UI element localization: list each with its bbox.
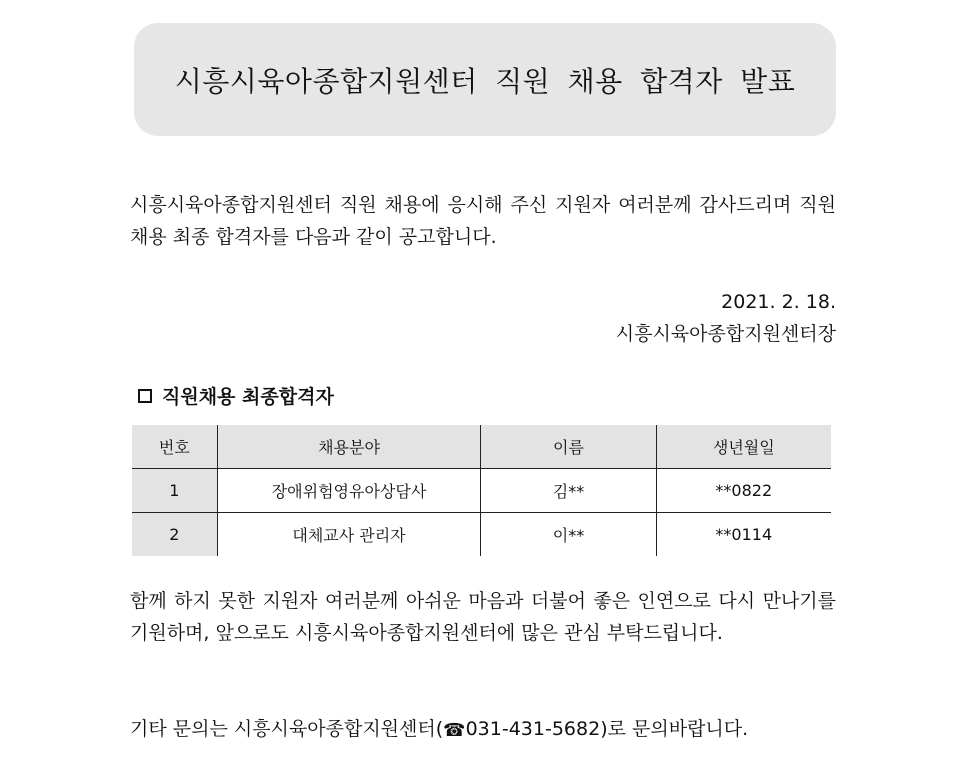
section-heading xyxy=(138,382,334,409)
table-row xyxy=(132,469,831,513)
intro-paragraph: 시흥시육아종합지원센터 직원 채용에 응시해 주신 지원자 여러분께 감사드리며 직원 채용 최종 합격자를 다음과 같이 공고합니다. xyxy=(130,194,836,248)
phone-icon: ☎ xyxy=(443,720,466,741)
cell-field: 대체교사 관리자 xyxy=(217,513,481,557)
contact-suffix: )로 문의바랍니다. xyxy=(600,718,749,740)
contact-phone: 031-431-5682 xyxy=(465,718,601,740)
header-birthdate: 생년월일 xyxy=(656,425,831,469)
title-banner xyxy=(134,23,836,136)
cell-number: 1 xyxy=(132,469,217,513)
issuer: 시흥시육아종합지원센터장 xyxy=(615,323,836,345)
checkbox-square-icon xyxy=(138,389,152,403)
header-number: 번호 xyxy=(132,425,217,469)
cell-birthdate: **0114 xyxy=(656,513,831,557)
page-title: 시흥시육아종합지원센터 직원 채용 합격자 발표 xyxy=(174,64,796,98)
section-title: 직원채용 최종합격자 xyxy=(162,386,334,408)
cell-name: 김** xyxy=(481,469,656,513)
cell-field: 장애위험영유아상담사 xyxy=(217,469,481,513)
header-name: 이름 xyxy=(481,425,656,469)
results-table xyxy=(132,425,831,556)
cell-number: 2 xyxy=(132,513,217,557)
issue-info xyxy=(616,286,836,350)
cell-name: 이** xyxy=(481,513,656,557)
issue-date: 2021. 2. 18. xyxy=(721,291,836,313)
closing-paragraph: 함께 하지 못한 지원자 여러분께 아쉬운 마음과 더불어 좋은 인연으로 다시 만나기를 기원하며, 앞으로도 시흥시육아종합지원센터에 많은 관심 부탁드립니다. xyxy=(130,590,836,644)
contact-line xyxy=(130,713,836,747)
cell-birthdate: **0822 xyxy=(656,469,831,513)
contact-prefix: 기타 문의는 시흥시육아종합지원센터( xyxy=(130,718,444,740)
header-field: 채용분야 xyxy=(217,425,481,469)
table-row xyxy=(132,513,831,557)
table-header-row xyxy=(132,425,831,469)
